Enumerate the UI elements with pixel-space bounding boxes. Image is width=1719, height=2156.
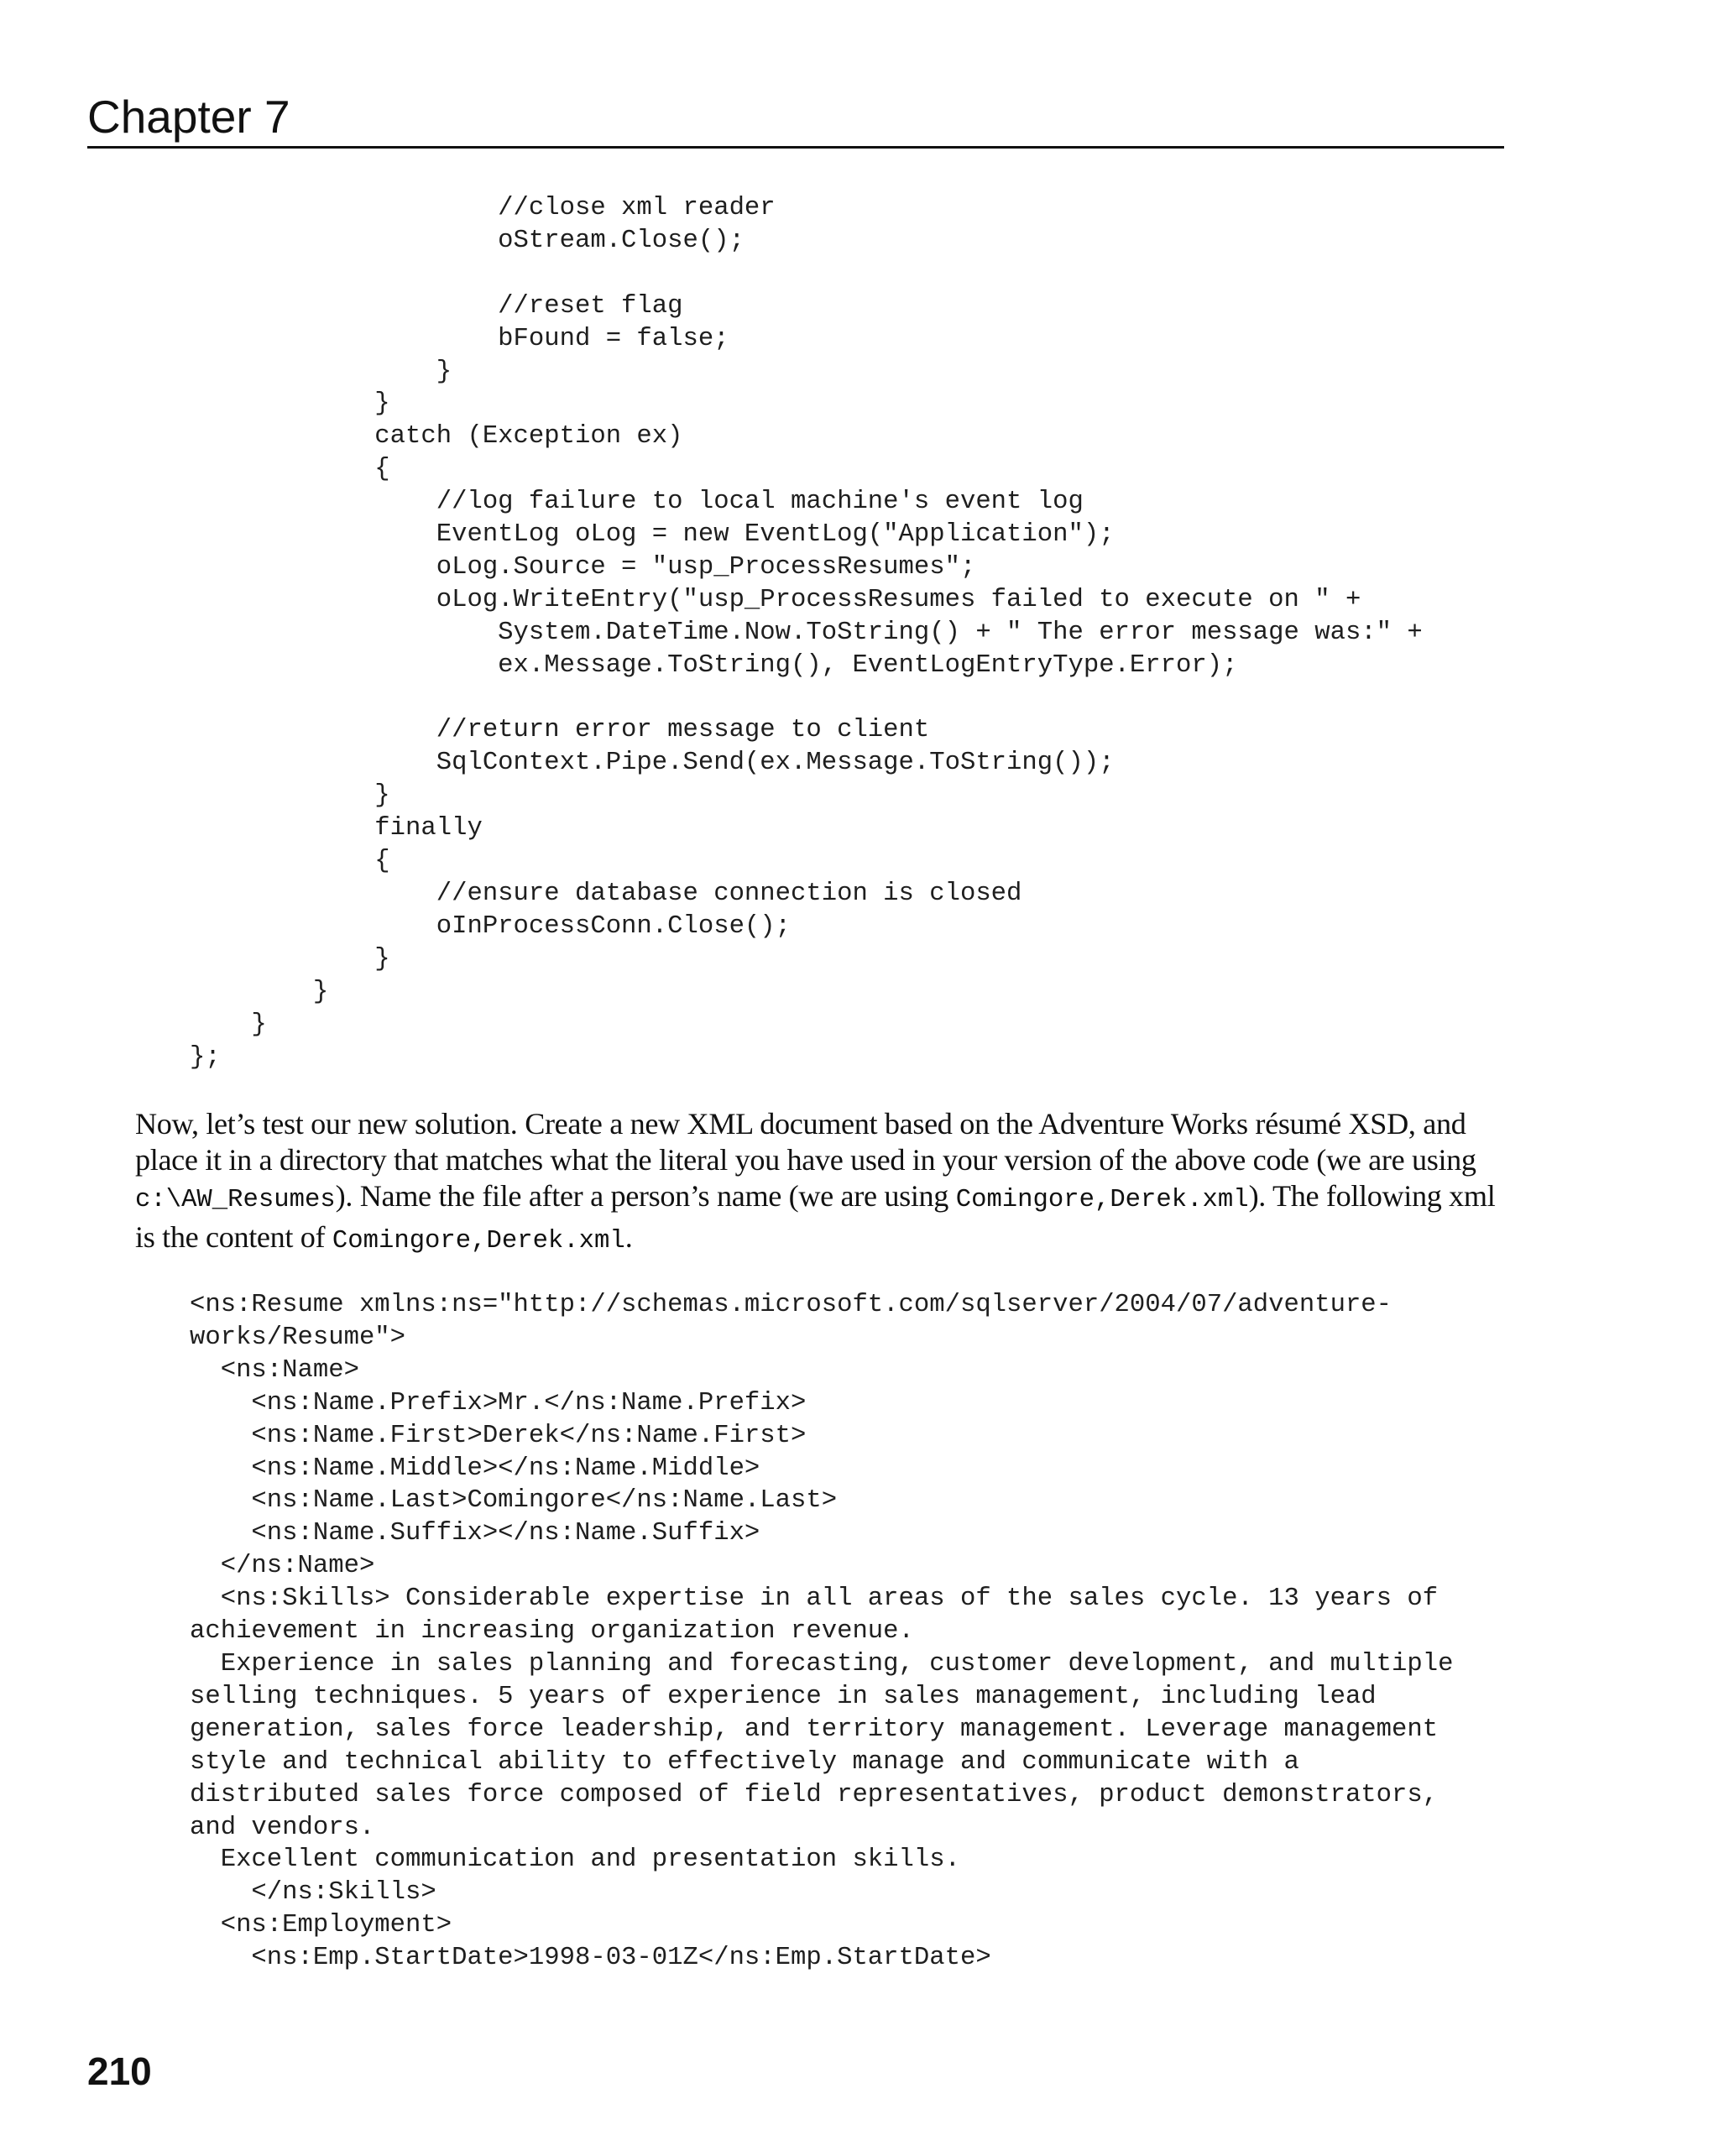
paragraph-text: ). Name the file after a person’s name (we are using (335, 1179, 956, 1214)
paragraph-text: Now, let’s test our new solution. Create a new XML document based on the Adventure Works résumé XSD, and place it in a directory that matches what the literal you have used in your version of the above code (we are using (135, 1107, 1476, 1177)
code-block-xml (190, 1289, 1453, 1975)
code-line: //close xml reader (190, 194, 776, 222)
code-line: and vendors. (190, 1813, 375, 1842)
inline-code-path: c:\AW_Resumes (135, 1186, 336, 1215)
code-line: { (190, 847, 390, 876)
code-line: } (190, 357, 452, 386)
code-line: } (190, 977, 329, 1006)
code-line: <ns:Employment> (190, 1911, 452, 1940)
code-line: oLog.Source = "usp_ProcessResumes"; (190, 552, 976, 582)
code-line: Experience in sales planning and forecasting, customer development, and multiple (190, 1649, 1454, 1678)
page-number: 210 (87, 2049, 152, 2093)
code-line: //return error message to client (190, 716, 930, 745)
code-line: <ns:Name.Prefix>Mr.</ns:Name.Prefix> (190, 1388, 807, 1417)
code-line: bFound = false; (190, 324, 729, 353)
code-line: <ns:Name.Last>Comingore</ns:Name.Last> (190, 1486, 838, 1516)
code-line: catch (Exception ex) (190, 422, 683, 452)
code-line: //log failure to local machine's event log (190, 488, 1084, 517)
code-line: style and technical ability to effectively manage and communicate with a (190, 1747, 1299, 1777)
inline-code-filename: Comingore,Derek.xml (955, 1186, 1249, 1215)
code-line: SqlContext.Pipe.Send(ex.Message.ToString()); (190, 749, 1115, 778)
code-line: } (190, 389, 390, 419)
code-line: <ns:Emp.StartDate>1998-03-01Z</ns:Emp.StartDate> (190, 1944, 991, 1973)
code-line (190, 258, 1423, 290)
code-line: generation, sales force leadership, and territory management. Leverage management (190, 1715, 1439, 1744)
code-block-csharp (190, 192, 1423, 1073)
code-line: } (190, 1010, 267, 1039)
paragraph-text: . (624, 1219, 633, 1254)
chapter-title: Chapter 7 (87, 91, 290, 143)
code-line: works/Resume"> (190, 1323, 406, 1352)
code-line: <ns:Name.Suffix></ns:Name.Suffix> (190, 1519, 760, 1548)
code-line: System.DateTime.Now.ToString() + " The error message was:" + (190, 618, 1423, 647)
code-line: } (190, 781, 390, 811)
code-line: <ns:Resume xmlns:ns="http://schemas.microsoft.com/sqlserver/2004/07/adventure- (190, 1291, 1392, 1319)
code-line: EventLog oLog = new EventLog("Application"); (190, 520, 1115, 550)
code-line: finally (190, 814, 483, 843)
code-line: }; (190, 1042, 221, 1072)
code-line: ex.Message.ToString(), EventLogEntryType.Error); (190, 650, 1238, 680)
code-line: <ns:Skills> Considerable expertise in all areas of the sales cycle. 13 years of (190, 1584, 1439, 1614)
inline-code-filename: Comingore,Derek.xml (332, 1226, 625, 1255)
code-line: </ns:Skills> (190, 1878, 436, 1908)
code-line: oStream.Close(); (190, 226, 745, 255)
code-line: <ns:Name.Middle></ns:Name.Middle> (190, 1454, 760, 1483)
chapter-header (87, 87, 1504, 149)
code-line: oLog.WriteEntry("usp_ProcessResumes failed to execute on " + (190, 585, 1361, 614)
code-line: oInProcessConn.Close(); (190, 911, 792, 941)
code-line: <ns:Name.First>Derek</ns:Name.First> (190, 1421, 807, 1450)
code-line: //reset flag (190, 291, 683, 321)
code-line (190, 682, 1423, 715)
body-paragraph (135, 1106, 1512, 1260)
code-line: distributed sales force composed of field representatives, product demonstrators, (190, 1780, 1439, 1809)
code-line: Excellent communication and presentation skills. (190, 1845, 960, 1875)
code-line: //ensure database connection is closed (190, 880, 1022, 908)
code-line: } (190, 944, 390, 974)
code-line: { (190, 455, 390, 484)
code-line: achievement in increasing organization revenue. (190, 1617, 914, 1647)
code-line: selling techniques. 5 years of experience in sales management, including lead (190, 1682, 1377, 1711)
code-line: <ns:Name> (190, 1355, 359, 1385)
paragraph-text: ). The following xml is the content of (135, 1179, 1496, 1254)
code-line: </ns:Name> (190, 1552, 375, 1581)
